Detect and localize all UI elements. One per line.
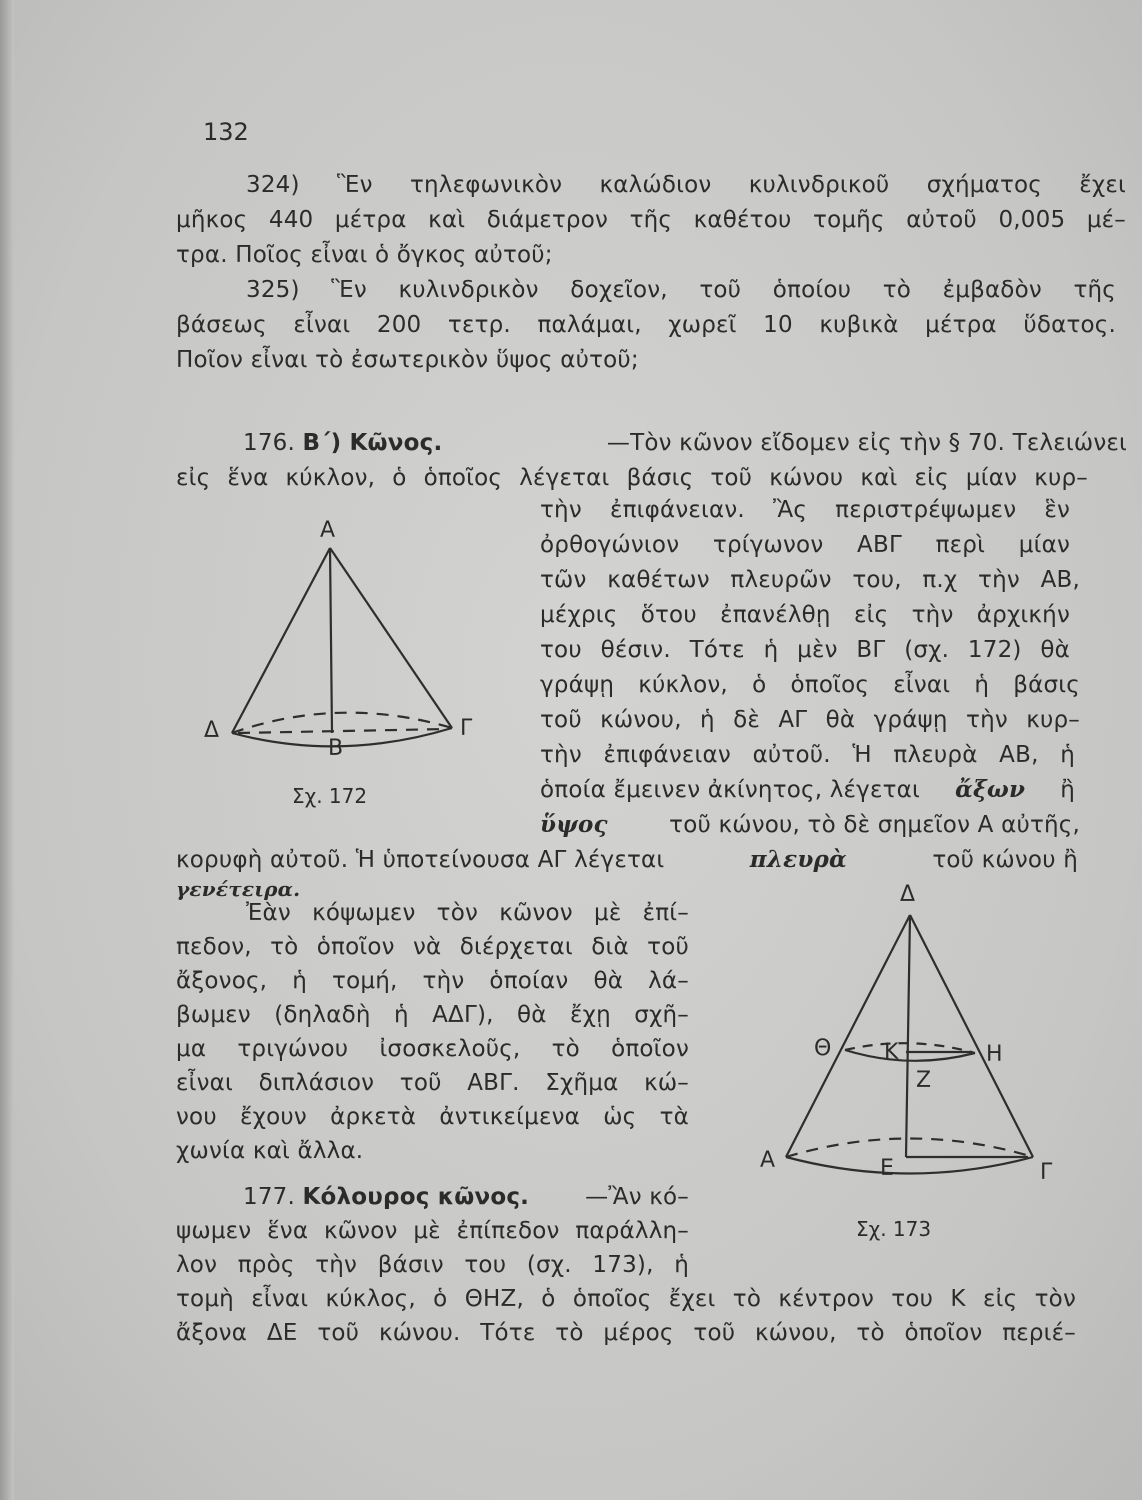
section-176-heading: Β΄) Κῶνος.: [302, 430, 443, 456]
fig173-label-zeta: Ζ: [916, 1068, 932, 1093]
slant-term: πλευρὰ: [749, 846, 847, 873]
section-176-para2-line-2: πεδον, τὸ ὁποῖον νὰ διέρχεται διὰ τοῦ: [176, 934, 689, 960]
fig173-label-gamma: Γ: [1040, 1160, 1053, 1185]
fig173-label-k: Κ: [884, 1040, 899, 1065]
problem-324-line-3: τρα. Ποῖος εἶναι ὁ ὄγκος αὐτοῦ;: [176, 242, 553, 268]
section-176-side-line-8: τὴν ἐπιφάνειαν αὐτοῦ. Ἡ πλευρὰ ΑΒ, ἡ: [540, 742, 1075, 768]
axis-term: ἄξων: [955, 776, 1026, 803]
section-176-para2-line-3: ἄξονος, ἡ τομή, τὴν ὁποίαν θὰ λά–: [176, 968, 689, 994]
section-177-side-line-2: λον πρὸς τὴν βάσιν του (σχ. 173), ἡ: [176, 1252, 689, 1278]
section-177-full-line-2: ἄξονα ΔΕ τοῦ κώνου. Τότε τὸ μέρος τοῦ κώνου, τὸ ὁποῖον περιέ–: [176, 1320, 1076, 1346]
section-176-side-line-5: του θέσιν. Τότε ἡ μὲν ΒΓ (σχ. 172) θὰ: [540, 637, 1070, 663]
section-176-number: 176.: [243, 430, 296, 456]
fig173-label-theta: Θ: [814, 1036, 832, 1061]
section-176-para2-line-4: βωμεν (δηλαδὴ ἡ ΑΔΓ), θὰ ἔχῃ σχῆ–: [176, 1002, 689, 1028]
fig173-base-back: [786, 1139, 1033, 1158]
section-176-side-line-7: τοῦ κώνου, ἡ δὲ ΑΓ θὰ γράψῃ τὴν κυρ–: [540, 707, 1080, 733]
section-176-side-line-4: μέχρις ὅτου ἐπανέλθῃ εἰς τὴν ἀρχικήν: [540, 602, 1070, 628]
section-176-para2-line-8: χωνία καὶ ἄλλα.: [176, 1138, 364, 1164]
fig173-right-slant: [910, 915, 1033, 1157]
section-176-side-line-6: γράψῃ κύκλον, ὁ ὁποῖος εἶναι ἡ βάσις: [540, 672, 1080, 698]
section-176-para2-line-5: μα τριγώνου ἰσοσκελοῦς, τὸ ὁποῖον: [176, 1036, 689, 1062]
fig173-caption: Σχ. 173: [856, 1217, 932, 1241]
height-term: ὕψος: [540, 811, 608, 838]
section-176-para2-line-1: Ἐὰν κόψωμεν τὸν κῶνον μὲ ἐπί–: [246, 900, 689, 926]
fig173-label-eta: Η: [986, 1042, 1003, 1067]
fig173-label-apex: Δ: [900, 882, 916, 907]
fig172-label-apex: Α: [320, 518, 336, 543]
fig172-label-right: Γ: [460, 716, 473, 741]
section-177-full-line-1: τομὴ εἶναι κύκλος, ὁ ΘΗΖ, ὁ ὁποῖος ἔχει τὸ κέντρον του Κ εἰς τὸν: [176, 1286, 1076, 1312]
problem-325-line-2: βάσεως εἶναι 200 τετρ. παλάμαι, χωρεῖ 10 κυβικὰ μέτρα ὕδατος.: [176, 312, 1116, 338]
section-177-side-line-1: ψωμεν ἕνα κῶνον μὲ ἐπίπεδον παράλλη–: [176, 1218, 689, 1244]
problem-324-line-2: μῆκος 440 μέτρα καὶ διάμετρον τῆς καθέτου τομῆς αὐτοῦ 0,005 μέ–: [176, 207, 1126, 233]
height-line-post: τοῦ κώνου, τὸ δὲ σημεῖον Α αὐτῆς,: [669, 812, 1080, 838]
problem-325-line-1: 325) Ἓν κυλινδρικὸν δοχεῖον, τοῦ ὁποίου τὸ ἐμβαδὸν τῆς: [246, 277, 1116, 303]
fig172-caption: Σχ. 172: [292, 784, 368, 808]
axis-line-post: ἢ: [1060, 777, 1075, 803]
section-176-para2-line-6: εἶναι διπλάσιον τοῦ ΑΒΓ. Σχῆμα κώ–: [176, 1070, 689, 1096]
section-177-number: 177.: [243, 1184, 296, 1210]
fig173-label-epsilon: Ε: [880, 1156, 894, 1181]
section-176-line-1-rest: —Τὸν κῶνον εἴδομεν εἰς τὴν § 70. Τελειώνει: [606, 430, 1127, 456]
section-177-line-1-rest: —Ἂν κό–: [585, 1184, 689, 1210]
fig173-base-front: [786, 1157, 1033, 1174]
section-177-heading: Κόλουρος κῶνος.: [302, 1184, 530, 1210]
section-176-side-line-3: τῶν καθέτων πλευρῶν του, π.χ τὴν ΑΒ,: [540, 567, 1080, 593]
section-176-para2-line-7: νου ἔχουν ἀρκετὰ ἀντικείμενα ὡς τὰ: [176, 1104, 689, 1130]
slant-line-post: τοῦ κώνου ἢ: [932, 847, 1078, 873]
page-number: 132: [203, 118, 249, 146]
problem-324-line-1: 324) Ἓν τηλεφωνικὸν καλώδιον κυλινδρικοῦ σχήματος ἔχει: [246, 172, 1126, 198]
generatrix-term: γενέτειρα.: [176, 877, 301, 901]
problem-325-line-3: Ποῖον εἶναι τὸ ἐσωτερικὸν ὕψος αὐτοῦ;: [176, 347, 639, 373]
section-176-line-2: εἰς ἕνα κύκλον, ὁ ὁποῖος λέγεται βάσις τοῦ κώνου καὶ εἰς μίαν κυρ–: [176, 465, 1088, 491]
fig173-label-alpha: Α: [760, 1148, 776, 1173]
section-176-side-line-1: τὴν ἐπιφάνειαν. Ἂς περιστρέψωμεν ἓν: [540, 497, 1070, 523]
fig172-label-left: Δ: [204, 718, 220, 743]
section-176-side-line-2: ὀρθογώνιον τρίγωνον ΑΒΓ περὶ μίαν: [540, 532, 1070, 558]
slant-line-pre: κορυφὴ αὐτοῦ. Ἡ ὑποτείνουσα ΑΓ λέγεται: [176, 847, 665, 873]
fig173-left-slant: [786, 915, 910, 1157]
axis-line-pre: ὁποία ἔμεινεν ἀκίνητος, λέγεται: [540, 777, 921, 803]
fig172-label-center: Β: [328, 736, 344, 761]
fig173-axis: [906, 915, 910, 1157]
